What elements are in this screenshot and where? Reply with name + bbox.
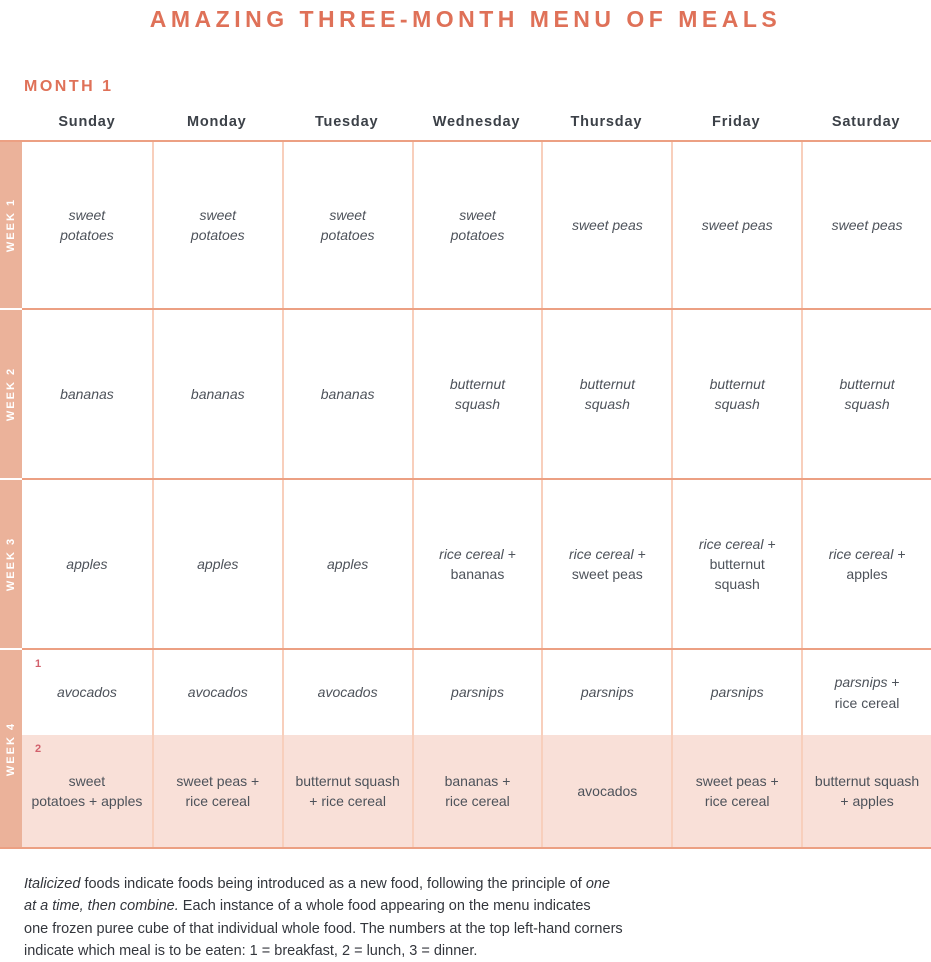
food-text: potatoes: [190, 227, 245, 243]
footnote-line: [24, 873, 931, 895]
food-line: [295, 771, 399, 791]
food-line: [60, 205, 114, 225]
menu-cell: [22, 310, 152, 478]
cell-content: [191, 384, 245, 404]
cell-content: [699, 534, 776, 595]
cell-content: [580, 374, 635, 415]
menu-cell: [284, 142, 412, 308]
food-text: squash: [454, 396, 501, 412]
food-line: [702, 215, 773, 235]
food-text: + rice cereal: [309, 793, 386, 809]
food-text: butternut: [449, 375, 506, 392]
food-line: [60, 225, 114, 245]
food-line: [191, 384, 245, 404]
day-column: [801, 142, 931, 308]
menu-cell: [543, 735, 671, 847]
cell-content: [57, 682, 117, 702]
day-column: [412, 142, 542, 308]
menu-cell: [673, 735, 801, 847]
food-text: rice cereal +: [569, 545, 646, 562]
day-column: [282, 650, 412, 847]
food-text: butternut: [709, 375, 765, 392]
menu-cell: [22, 735, 152, 847]
food-text: sweet: [199, 206, 237, 223]
food-line: [580, 394, 635, 414]
cell-content: [197, 554, 238, 574]
cell-content: [839, 374, 894, 415]
cell-content: [696, 771, 779, 812]
day-column: [671, 142, 801, 308]
day-column: [152, 650, 282, 847]
food-line: [815, 771, 919, 791]
food-text: parsnips: [710, 684, 764, 701]
food-text: rice cereal: [185, 793, 251, 809]
cell-content: [191, 205, 245, 246]
menu-table: [0, 140, 931, 849]
cell-content: [318, 682, 378, 702]
food-line: [191, 225, 245, 245]
food-text: apples: [66, 555, 108, 572]
menu-cell: [803, 142, 931, 308]
day-column: [412, 650, 542, 847]
day-column: [152, 480, 282, 648]
cell-content: [451, 205, 505, 246]
menu-cell: [154, 480, 282, 648]
day-header-thursday: Thursday: [570, 114, 643, 130]
food-line: [569, 544, 646, 564]
week-label: WEEK 4: [5, 721, 17, 776]
food-text: potatoes: [60, 227, 114, 243]
food-line: [176, 771, 259, 791]
food-text: bananas: [190, 385, 245, 402]
food-line: [580, 374, 635, 394]
week-label: WEEK 3: [5, 536, 17, 592]
food-text: sweet: [68, 206, 106, 223]
food-line: [439, 564, 516, 584]
food-text: squash: [584, 396, 630, 412]
menu-cell: [284, 480, 412, 648]
week-label: WEEK 1: [5, 197, 17, 253]
food-line: [699, 574, 776, 594]
food-text: squash: [714, 576, 760, 593]
menu-cell: [284, 650, 412, 735]
week-row-2: [0, 308, 931, 478]
day-header-tuesday: Tuesday: [314, 114, 379, 130]
cell-content: [577, 781, 637, 801]
menu-cell: [284, 310, 412, 478]
menu-cell: [543, 650, 671, 735]
cell-content: [188, 682, 248, 702]
day-column: [152, 142, 282, 308]
page-title: AMAZING THREE-MONTH MENU OF MEALS: [149, 6, 782, 32]
day-column: [541, 310, 671, 478]
day-column: [541, 142, 671, 308]
cell-content: [710, 374, 765, 415]
food-text: sweet peas: [701, 216, 773, 233]
menu-cell: [154, 650, 282, 735]
food-text: rice cereal +: [439, 545, 516, 562]
footnote-text: at a time, then combine.: [24, 898, 179, 915]
cell-content: [815, 771, 919, 812]
food-text: sweet peas: [571, 566, 643, 582]
week-label: WEEK 2: [5, 366, 17, 422]
food-line: [829, 564, 906, 584]
food-text: parsnips: [834, 674, 888, 691]
menu-cell: [803, 310, 931, 478]
day-column: [22, 480, 152, 648]
food-text: + apples: [840, 793, 894, 809]
food-line: [439, 544, 516, 564]
week-sidebar-2: [0, 308, 22, 478]
menu-cell: [154, 142, 282, 308]
food-text: rice cereal: [704, 793, 770, 809]
cell-content: [450, 374, 505, 415]
menu-cell: [803, 480, 931, 648]
food-line: [66, 554, 107, 574]
food-text: bananas: [450, 566, 505, 582]
meal-number: 2: [35, 743, 42, 755]
week-sidebar-4: [0, 648, 22, 847]
food-line: [699, 534, 776, 554]
food-line: [445, 791, 511, 811]
food-line: [451, 225, 505, 245]
menu-cell: [803, 650, 931, 735]
cell-content: [321, 205, 375, 246]
week-sidebar-3: [0, 478, 22, 648]
food-line: [839, 374, 894, 394]
footnote-line: [24, 895, 931, 917]
food-line: [569, 564, 646, 584]
day-column: [541, 480, 671, 648]
food-line: [572, 215, 643, 235]
food-text: sweet peas +: [695, 772, 779, 789]
food-text: avocados: [187, 684, 248, 701]
food-line: [31, 771, 142, 791]
food-text: bananas: [60, 385, 114, 402]
food-line: [191, 205, 245, 225]
day-header-friday: Friday: [712, 114, 761, 130]
menu-cell: [154, 310, 282, 478]
footnote-text: indicate which meal is to be eaten: 1 = breakfast, 2 = lunch, 3 = dinner.: [24, 942, 478, 959]
cell-content: [572, 215, 643, 235]
day-column: [801, 650, 931, 847]
cell-content: [581, 682, 634, 702]
day-column: [22, 650, 152, 847]
footnote-line: [24, 918, 931, 940]
menu-cell: [22, 142, 152, 308]
day-column: [671, 650, 801, 847]
food-line: [450, 374, 505, 394]
food-line: [445, 771, 511, 791]
food-line: [710, 374, 765, 394]
week-cells: [22, 648, 931, 847]
food-text: potatoes: [450, 227, 505, 243]
food-text: butternut: [579, 375, 635, 392]
month-label: MONTH 1: [24, 78, 114, 95]
food-line: [710, 394, 765, 414]
food-text: apples: [327, 555, 369, 572]
food-line: [577, 781, 637, 801]
week-row-4: [0, 648, 931, 847]
day-column: [541, 650, 671, 847]
menu-cell: [22, 650, 152, 735]
cell-content: [176, 771, 259, 812]
menu-cell: [414, 735, 542, 847]
food-line: [711, 682, 764, 702]
food-text: rice cereal +: [698, 535, 776, 552]
cell-content: [60, 205, 114, 246]
cell-content: [829, 544, 906, 585]
menu-cell: [22, 480, 152, 648]
food-line: [815, 791, 919, 811]
food-line: [31, 791, 142, 811]
food-line: [176, 791, 259, 811]
food-text: butternut: [839, 375, 895, 392]
day-column: [671, 310, 801, 478]
cell-content: [702, 215, 773, 235]
day-column: [412, 480, 542, 648]
food-text: potatoes: [320, 227, 375, 243]
footnote-text: one frozen puree cube of that individual whole food. The numbers at the top left-hand corners: [24, 920, 623, 937]
food-line: [829, 544, 906, 564]
day-header-saturday: Saturday: [831, 114, 901, 130]
cell-content: [327, 554, 368, 574]
cell-content: [835, 672, 900, 713]
food-text: rice cereal: [445, 793, 510, 809]
week-row-3: [0, 478, 931, 648]
week-cells: [22, 478, 931, 648]
day-column: [671, 480, 801, 648]
footnote-text: Each instance of a whole food appearing on the menu indicates: [178, 898, 591, 915]
cell-content: [321, 384, 375, 404]
day-column: [22, 142, 152, 308]
day-column: [801, 310, 931, 478]
food-text: sweet: [329, 206, 366, 223]
food-line: [318, 682, 378, 702]
day-header-row: [22, 114, 931, 130]
week-cells: [22, 308, 931, 478]
cell-content: [66, 554, 107, 574]
cell-content: [445, 771, 511, 812]
food-line: [197, 554, 238, 574]
food-text: sweet: [459, 206, 496, 223]
menu-cell: [803, 735, 931, 847]
cell-content: [31, 771, 142, 812]
food-text: apples: [846, 566, 888, 582]
food-text: rice cereal +: [828, 545, 906, 562]
meal-number: 1: [35, 658, 42, 670]
day-column: [801, 480, 931, 648]
food-text: bananas +: [444, 772, 511, 789]
food-line: [832, 215, 903, 235]
day-header-wednesday: Wednesday: [432, 114, 521, 130]
day-column: [282, 480, 412, 648]
food-line: [581, 682, 634, 702]
cell-content: [569, 544, 646, 585]
week-row-1: [0, 142, 931, 308]
day-column: [282, 142, 412, 308]
menu-cell: [673, 650, 801, 735]
food-line: [451, 682, 504, 702]
food-text: +: [887, 674, 900, 691]
food-text: butternut squash: [295, 772, 400, 789]
menu-cell: [414, 650, 542, 735]
menu-cell: [673, 142, 801, 308]
food-line: [696, 791, 779, 811]
food-line: [835, 693, 900, 713]
cell-content: [295, 771, 399, 812]
day-column: [282, 310, 412, 478]
footnote-text: foods indicate foods being introduced as a new food, following the principle of: [80, 876, 586, 892]
food-text: potatoes + apples: [31, 793, 143, 809]
food-line: [835, 672, 900, 692]
cell-content: [439, 544, 516, 585]
food-line: [60, 384, 114, 404]
cell-content: [832, 215, 903, 235]
menu-cell: [284, 735, 412, 847]
cell-content: [711, 682, 764, 702]
week-cells: [22, 142, 931, 308]
food-text: butternut squash: [814, 772, 920, 789]
food-line: [295, 791, 399, 811]
footnote-line: [24, 940, 931, 962]
food-text: bananas: [320, 385, 375, 402]
food-text: avocados: [56, 684, 117, 701]
food-text: parsnips: [451, 684, 504, 701]
food-line: [321, 384, 375, 404]
food-line: [321, 225, 375, 245]
menu-cell: [154, 735, 282, 847]
food-text: sweet peas: [571, 216, 643, 233]
food-text: parsnips: [580, 684, 634, 701]
food-line: [450, 394, 505, 414]
menu-cell: [673, 480, 801, 648]
menu-cell: [673, 310, 801, 478]
food-text: rice cereal: [834, 694, 900, 711]
food-text: sweet: [68, 772, 106, 789]
food-text: sweet peas: [831, 216, 903, 233]
footnote: [24, 873, 931, 962]
food-text: avocados: [317, 684, 378, 701]
food-text: butternut: [709, 555, 765, 572]
menu-cell: [543, 310, 671, 478]
food-line: [451, 205, 505, 225]
day-column: [412, 310, 542, 478]
menu-cell: [414, 142, 542, 308]
food-text: apples: [197, 555, 239, 572]
menu-cell: [414, 310, 542, 478]
menu-cell: [543, 142, 671, 308]
cell-content: [60, 384, 114, 404]
food-line: [57, 682, 117, 702]
week-sidebar-1: [0, 142, 22, 308]
food-line: [699, 554, 776, 574]
food-text: sweet peas +: [176, 772, 260, 789]
food-line: [188, 682, 248, 702]
food-line: [696, 771, 779, 791]
menu-cell: [543, 480, 671, 648]
day-header-sunday: Sunday: [58, 114, 116, 130]
food-line: [327, 554, 368, 574]
cell-content: [451, 682, 504, 702]
footnote-text: one: [585, 876, 611, 892]
day-header-monday: Monday: [186, 114, 247, 130]
food-text: squash: [714, 396, 760, 412]
day-column: [152, 310, 282, 478]
menu-cell: [414, 480, 542, 648]
food-text: squash: [844, 396, 890, 412]
food-line: [321, 205, 375, 225]
day-column: [22, 310, 152, 478]
food-line: [839, 394, 894, 414]
footnote-text: Italicized: [24, 876, 81, 892]
food-text: avocados: [577, 782, 638, 799]
